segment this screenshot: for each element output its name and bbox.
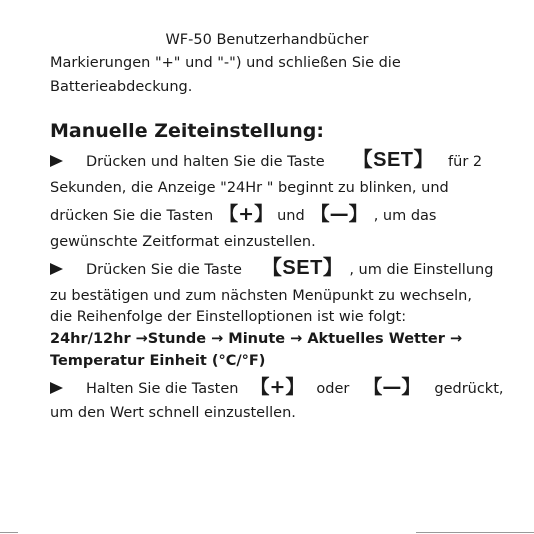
intro-line-2: Batterieabdeckung. (50, 79, 193, 95)
bullet-3-line-2: um den Wert schnell einzustellen. (50, 405, 296, 421)
footer-rule-right (416, 532, 534, 533)
settings-sequence-2: Temperatur Einheit (°C/°F) (50, 353, 266, 369)
intro-line-1: Markierungen "+" und "-") und schließen Sie die (50, 55, 401, 71)
bullet-1-line-1 (50, 151, 482, 171)
bullet-1-line-3 (50, 205, 436, 225)
bullet-2-text: Drücken Sie die Taste (86, 262, 242, 278)
bullet-3-suffix: gedrückt, (434, 381, 504, 397)
bullet-3-mid: oder (316, 381, 350, 397)
arrow-bullet-icon (50, 263, 63, 275)
plus-key-label: 【+】 (219, 203, 274, 225)
bullet-3-line-1 (50, 378, 504, 398)
minus-key-label: 【—】 (363, 376, 421, 398)
bullet-1-line-3-pre: drücken Sie die Tasten (50, 208, 214, 224)
bullet-1-line-2: Sekunden, die Anzeige "24Hr " beginnt zu blinken, und (50, 180, 449, 196)
bullet-2-line-1 (50, 259, 493, 279)
bullet-2-suffix: , um die Einstellung (349, 262, 494, 278)
arrow-bullet-icon (50, 155, 63, 167)
bullet-2-line-2: zu bestätigen und zum nächsten Menüpunkt zu wechseln, (50, 288, 472, 304)
minus-key-label: 【—】 (310, 203, 368, 225)
bullet-1-line-3-post: , um das (373, 208, 437, 224)
footer-rule-left (0, 532, 18, 533)
bullet-3-text: Halten Sie die Tasten (86, 381, 239, 397)
settings-sequence: 24hr/12hr →Stunde → Minute → Aktuelles Wetter → (50, 331, 463, 347)
bullet-1-text: Drücken und halten Sie die Taste (86, 154, 325, 170)
bullet-1-suffix: für 2 (448, 154, 483, 170)
bullet-1-line-3-mid: und (277, 208, 305, 224)
plus-key-label: 【+】 (250, 376, 305, 398)
bullet-2-line-3: die Reihenfolge der Einstelloptionen ist wie folgt: (50, 309, 407, 325)
set-key-label: 【SET】 (352, 149, 435, 171)
page-title: WF-50 Benutzerhandbücher (165, 32, 369, 48)
set-key-label: 【SET】 (261, 257, 344, 279)
section-heading: Manuelle Zeiteinstellung: (50, 120, 324, 142)
bullet-1-line-4: gewünschte Zeitformat einzustellen. (50, 234, 316, 250)
arrow-bullet-icon (50, 382, 63, 394)
